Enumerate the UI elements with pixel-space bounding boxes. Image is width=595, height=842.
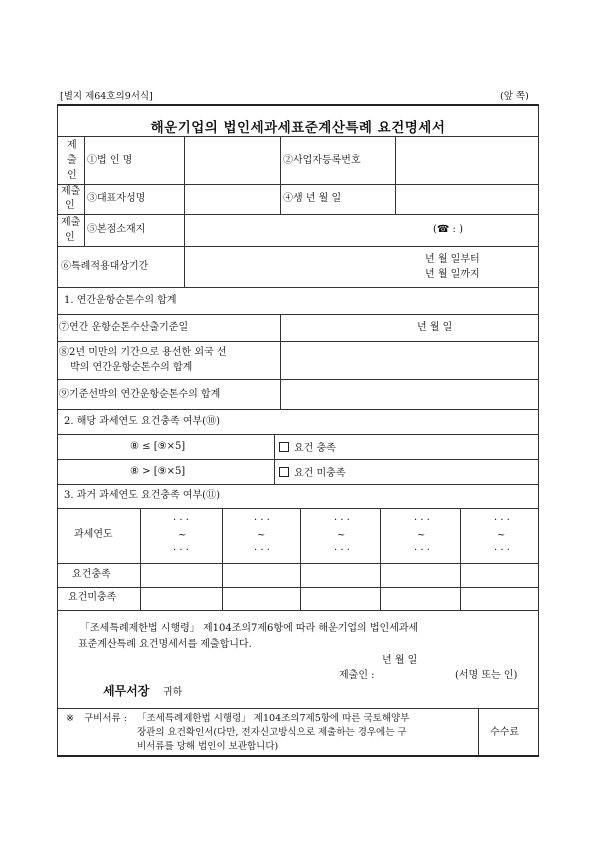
- row8-label-line1: ⑧2년 미만의 기간으로 용선한 외국 선: [59, 347, 227, 358]
- rule: [280, 136, 281, 214]
- rule: [57, 587, 538, 588]
- period-from: 년 월 일부터: [425, 254, 480, 265]
- rule: [84, 136, 85, 246]
- applicant-label-char: 출: [67, 155, 77, 166]
- submitter-label: 제출인 :: [339, 670, 375, 681]
- rule: [57, 136, 538, 137]
- requirement-unmet-row-label: 요건미충족: [68, 592, 117, 603]
- requirement-unmet-option[interactable]: [279, 467, 345, 479]
- required-docs-line2: 장관의 요건확인서(다만, 전자신고방식으로 제출하는 경우에는 구: [137, 727, 407, 738]
- frame-top: [57, 104, 538, 106]
- biz-reg-no-label: ②사업자등록번호: [283, 155, 361, 166]
- form-number: [별지 제64호의9서식]: [60, 91, 153, 102]
- date-dots: · · ·: [254, 545, 270, 556]
- rule: [460, 508, 461, 610]
- rule: [57, 610, 538, 611]
- requirement-met-text: 요건 충족: [294, 443, 336, 454]
- tilde: ~: [417, 530, 426, 541]
- required-docs-label: 구비서류 :: [84, 713, 127, 724]
- tilde: ~: [497, 530, 506, 541]
- section3-heading: 3. 과거 과세연도 요건충족 여부(⑪): [64, 490, 220, 501]
- birth-date-label: ④생 년 월 일: [283, 193, 342, 204]
- rule: [57, 379, 538, 380]
- rule: [184, 136, 185, 287]
- condition-met-formula: ⑧ ≤ [⑨×5]: [130, 441, 186, 452]
- date-dots: · · ·: [414, 515, 430, 526]
- date-dots: · · ·: [334, 515, 350, 526]
- date-dots: · · ·: [334, 545, 350, 556]
- section1-heading: 1. 연간운항순톤수의 합계: [64, 295, 177, 306]
- checkbox-icon[interactable]: [279, 442, 289, 452]
- rule: [57, 434, 538, 435]
- rule: [57, 314, 538, 315]
- applicant-label-char: 제출: [61, 217, 81, 228]
- declaration-line2: 표준계산특례 요건명세서를 제출합니다.: [78, 639, 252, 650]
- rule: [57, 508, 538, 509]
- date-dots: · · ·: [173, 515, 189, 526]
- section2-heading: 2. 해당 과세연도 요건충족 여부(⑩): [64, 416, 220, 427]
- rule: [395, 136, 396, 214]
- period-to: 년 월 일까지: [425, 269, 480, 280]
- rule: [140, 508, 141, 610]
- period-label: ⑥특례적용대상기간: [61, 261, 149, 272]
- declaration-date: 년 월 일: [382, 655, 418, 666]
- required-docs-line3: 비서류를 당해 법인이 보관합니다): [137, 741, 279, 752]
- date-dots: · · ·: [254, 515, 270, 526]
- rep-name-label: ③대표자성명: [87, 193, 146, 204]
- rule: [57, 409, 538, 410]
- date-dots: · · ·: [494, 545, 510, 556]
- requirement-unmet-text: 요건 미충족: [294, 468, 346, 479]
- rule: [380, 508, 381, 610]
- phone-field: (☎ : ): [433, 224, 463, 235]
- honorific: 귀하: [163, 687, 183, 698]
- signature-label: (서명 또는 인): [455, 670, 518, 681]
- applicant-label-char: 제: [67, 140, 77, 151]
- frame-bottom: [57, 755, 539, 757]
- rule: [57, 246, 538, 247]
- rule: [57, 341, 538, 342]
- applicant-label-char: 제출: [61, 186, 81, 197]
- tax-year-label: 과세연도: [74, 529, 113, 540]
- note-mark: ※: [66, 713, 74, 724]
- page-side: (앞 쪽): [500, 91, 529, 102]
- rule: [57, 184, 538, 185]
- document-title: 해운기업의 법인세과세표준계산특례 요건명세서: [150, 120, 446, 136]
- rule: [280, 314, 281, 409]
- rule: [57, 563, 538, 564]
- rule: [57, 459, 538, 460]
- tilde: ~: [337, 530, 346, 541]
- applicant-label-char: 인: [67, 170, 77, 181]
- rule: [57, 484, 538, 485]
- rule: [478, 708, 479, 755]
- row8-label-line2: 박의 연간운항순톤수의 합계: [70, 362, 193, 373]
- fee-label: 수수료: [490, 727, 519, 738]
- rule: [57, 287, 538, 288]
- checkbox-icon[interactable]: [279, 467, 289, 477]
- required-docs-line1: 「조세특례제한법 시행령」 제104조의7제5항에 따른 국토해양부: [137, 713, 410, 724]
- rule: [222, 508, 223, 610]
- rule: [57, 214, 538, 215]
- date-dots: · · ·: [414, 545, 430, 556]
- date-dots: · · ·: [173, 545, 189, 556]
- tilde: ~: [257, 530, 266, 541]
- corp-name-label: ①법 인 명: [87, 155, 133, 166]
- frame-right: [538, 104, 539, 755]
- date-dots: · · ·: [494, 515, 510, 526]
- frame-left: [57, 104, 58, 755]
- requirement-met-option[interactable]: [279, 442, 336, 454]
- tilde: ~: [178, 530, 187, 541]
- rule: [300, 508, 301, 610]
- applicant-label-char: 인: [65, 232, 75, 243]
- tax-office-head: 세무서장: [103, 684, 150, 698]
- rule: [57, 708, 538, 709]
- requirement-met-row-label: 요건충족: [72, 569, 111, 580]
- declaration-line1: 「조세특례제한법 시행령」 제104조의7제6항에 따라 해운기업의 법인세과세: [80, 623, 419, 634]
- hq-address-label: ⑤본점소재지: [87, 224, 146, 235]
- applicant-label-char: 인: [65, 200, 75, 211]
- row7-date: 년 월 일: [417, 322, 453, 333]
- row7-label: ⑦연간 운항순톤수산출기준일: [59, 322, 189, 333]
- row9-label: ⑨기준선박의 연간운항순톤수의 합계: [59, 389, 221, 400]
- condition-unmet-formula: ⑧ > [⑨×5]: [130, 466, 186, 477]
- rule: [274, 434, 275, 484]
